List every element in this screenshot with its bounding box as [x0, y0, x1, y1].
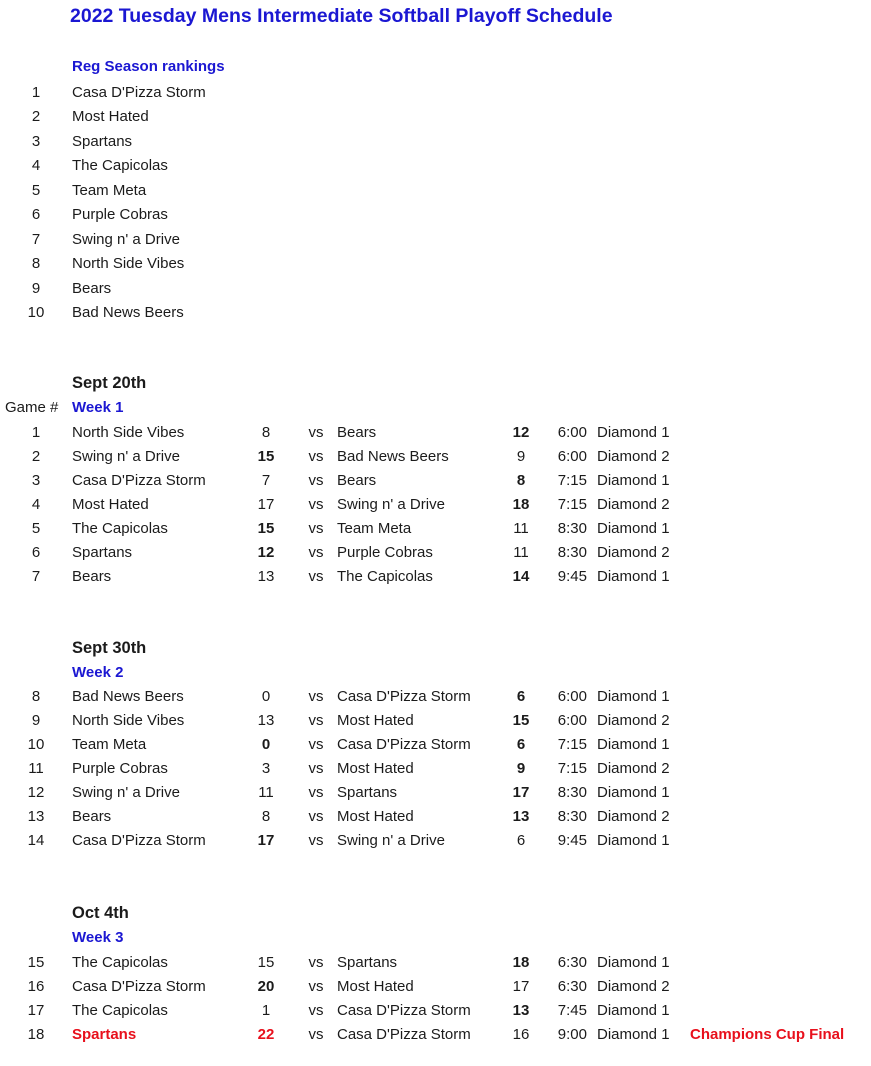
home-team: The Capicolas: [72, 1002, 168, 1019]
home-team: Spartans: [72, 1026, 137, 1043]
game-time: 6:30: [557, 978, 587, 995]
game-time: 7:15: [557, 760, 587, 777]
home-team: Swing n' a Drive: [72, 448, 180, 465]
rank-number: 7: [31, 230, 41, 248]
game-row: [0, 445, 871, 469]
game-row: [0, 733, 871, 757]
home-score: 20: [257, 978, 275, 995]
away-score: 11: [513, 520, 529, 537]
diamond-label: Diamond 1: [597, 520, 670, 537]
away-team: The Capicolas: [337, 568, 433, 585]
rank-team-name: Bears: [72, 279, 112, 297]
week1-label: Week 1: [72, 399, 124, 416]
away-team: Bears: [337, 424, 377, 441]
home-score: 13: [257, 568, 275, 585]
game-number: 18: [27, 1026, 45, 1043]
week3-games: [0, 951, 871, 1047]
vs-label: vs: [308, 424, 324, 441]
diamond-label: Diamond 2: [597, 496, 670, 513]
away-score: 15: [512, 712, 530, 729]
home-team: Most Hated: [72, 496, 149, 513]
home-team: Bears: [72, 568, 112, 585]
home-team: The Capicolas: [72, 520, 168, 537]
away-team: Spartans: [337, 954, 398, 971]
game-row: [0, 757, 871, 781]
vs-label: vs: [308, 448, 324, 465]
game-number: 13: [27, 808, 45, 825]
home-score: 8: [261, 424, 271, 441]
rank-team-name: Casa D'Pizza Storm: [72, 84, 206, 101]
diamond-label: Diamond 1: [597, 736, 670, 753]
home-team: Bad News Beers: [72, 688, 184, 705]
game-row: [0, 999, 871, 1023]
game-time: 6:00: [557, 712, 587, 729]
ranking-row: [0, 81, 871, 105]
away-team: Purple Cobras: [337, 544, 433, 561]
game-row: [0, 517, 871, 541]
game-number: 4: [31, 496, 41, 513]
game-row: [0, 709, 871, 733]
diamond-label: Diamond 1: [597, 784, 670, 801]
vs-label: vs: [308, 568, 324, 585]
week2-date-header: Sept 30th: [72, 639, 147, 657]
home-team: Bears: [72, 808, 112, 825]
away-score: 13: [512, 1002, 530, 1019]
game-number: 2: [31, 448, 41, 465]
game-row: [0, 541, 871, 565]
away-score: 6: [516, 832, 526, 849]
home-score: 0: [261, 736, 271, 753]
diamond-label: Diamond 1: [597, 1026, 670, 1043]
ranking-row: [0, 301, 871, 325]
rankings-list: [0, 81, 871, 325]
away-team: Casa D'Pizza Storm: [337, 736, 471, 753]
rank-number: 1: [31, 84, 41, 101]
week3-header-row: [0, 926, 871, 950]
rank-team-name: Spartans: [72, 132, 133, 150]
game-time: 9:00: [557, 1026, 587, 1043]
ranking-row: [0, 277, 871, 301]
diamond-label: Diamond 2: [597, 712, 670, 729]
home-team: Team Meta: [72, 736, 147, 753]
away-team: Bad News Beers: [337, 448, 449, 465]
week2-header-row: [0, 661, 871, 685]
week3-label: Week 3: [72, 929, 124, 946]
home-score: 17: [257, 832, 275, 849]
ranking-row: [0, 252, 871, 276]
away-score: 17: [512, 784, 530, 801]
vs-label: vs: [308, 544, 324, 561]
home-team: North Side Vibes: [72, 712, 185, 729]
game-time: 6:00: [557, 688, 587, 705]
game-time: 8:30: [557, 544, 587, 561]
rank-team-name: Most Hated: [72, 108, 149, 126]
week2-label: Week 2: [72, 664, 124, 681]
vs-label: vs: [308, 784, 324, 801]
game-time: 7:15: [557, 496, 587, 513]
rank-number: 2: [31, 108, 41, 126]
home-score: 22: [257, 1026, 275, 1043]
away-score: 6: [516, 688, 526, 705]
away-score: 17: [512, 978, 530, 995]
vs-label: vs: [308, 954, 324, 971]
game-time: 7:15: [557, 472, 587, 489]
home-team: Spartans: [72, 544, 133, 561]
away-team: Team Meta: [337, 520, 412, 537]
game-number: 1: [31, 424, 41, 441]
game-note: Champions Cup Final: [690, 1026, 845, 1043]
away-team: Swing n' a Drive: [337, 832, 445, 849]
home-score: 15: [257, 520, 275, 537]
home-score: 13: [257, 712, 275, 729]
game-time: 7:45: [557, 1002, 587, 1019]
vs-label: vs: [308, 760, 324, 777]
rank-team-name: Swing n' a Drive: [72, 230, 180, 248]
game-number: 5: [31, 520, 41, 537]
game-row: [0, 781, 871, 805]
ranking-row: [0, 154, 871, 178]
game-row: [0, 565, 871, 589]
vs-label: vs: [308, 712, 324, 729]
game-row: [0, 975, 871, 999]
rank-team-name: Purple Cobras: [72, 206, 168, 224]
vs-label: vs: [308, 496, 324, 513]
vs-label: vs: [308, 832, 324, 849]
vs-label: vs: [308, 1002, 324, 1019]
vs-label: vs: [308, 978, 324, 995]
game-number: 12: [27, 784, 45, 801]
away-team: Bears: [337, 472, 377, 489]
game-number: 8: [31, 688, 41, 705]
diamond-label: Diamond 1: [597, 472, 670, 489]
rank-number: 9: [31, 279, 41, 297]
game-time: 6:00: [557, 424, 587, 441]
home-team: Casa D'Pizza Storm: [72, 472, 206, 489]
vs-label: vs: [308, 520, 324, 537]
away-team: Casa D'Pizza Storm: [337, 688, 471, 705]
rank-team-name: North Side Vibes: [72, 255, 185, 273]
diamond-label: Diamond 2: [597, 544, 670, 561]
home-team: Swing n' a Drive: [72, 784, 180, 801]
home-score: 17: [257, 496, 275, 513]
game-number-column-label: Game #: [5, 399, 59, 416]
home-team: Purple Cobras: [72, 760, 168, 777]
week2-games: [0, 685, 871, 853]
away-score: 16: [512, 1026, 530, 1043]
page-title: 2022 Tuesday Mens Intermediate Softball Playoff Schedule: [70, 5, 613, 27]
away-score: 18: [512, 954, 530, 971]
diamond-label: Diamond 1: [597, 954, 670, 971]
away-score: 13: [512, 808, 530, 825]
game-row: [0, 469, 871, 493]
game-row: [0, 951, 871, 975]
game-row: [0, 685, 871, 709]
rank-team-name: The Capicolas: [72, 157, 168, 175]
vs-label: vs: [308, 472, 324, 489]
game-time: 9:45: [557, 568, 587, 585]
diamond-label: Diamond 2: [597, 978, 670, 995]
away-score: 12: [512, 424, 530, 441]
game-number: 16: [27, 978, 45, 995]
rank-number: 3: [31, 132, 41, 150]
diamond-label: Diamond 1: [597, 568, 670, 585]
diamond-label: Diamond 1: [597, 832, 670, 849]
away-team: Casa D'Pizza Storm: [337, 1026, 471, 1043]
game-number: 15: [27, 954, 45, 971]
diamond-label: Diamond 2: [597, 808, 670, 825]
game-number: 9: [31, 712, 41, 729]
away-team: Swing n' a Drive: [337, 496, 445, 513]
home-score: 11: [258, 784, 274, 801]
away-score: 9: [516, 448, 526, 465]
rank-number: 4: [31, 157, 41, 175]
diamond-label: Diamond 1: [597, 688, 670, 705]
diamond-label: Diamond 2: [597, 448, 670, 465]
home-team: North Side Vibes: [72, 424, 185, 441]
vs-label: vs: [308, 1026, 324, 1043]
vs-label: vs: [308, 688, 324, 705]
ranking-row: [0, 203, 871, 227]
rank-number: 6: [31, 206, 41, 224]
game-time: 7:15: [557, 736, 587, 753]
game-number: 3: [31, 472, 41, 489]
game-time: 6:00: [557, 448, 587, 465]
game-time: 8:30: [557, 808, 587, 825]
home-score: 7: [261, 472, 271, 489]
home-team: The Capicolas: [72, 954, 168, 971]
game-row: [0, 805, 871, 829]
home-score: 8: [261, 808, 271, 825]
rank-team-name: Team Meta: [72, 181, 147, 199]
ranking-row: [0, 105, 871, 129]
away-score: 11: [513, 544, 529, 561]
away-score: 18: [512, 496, 530, 513]
away-team: Most Hated: [337, 712, 414, 729]
rankings-header: Reg Season rankings: [72, 58, 225, 75]
game-number: 6: [31, 544, 41, 561]
away-score: 9: [516, 760, 526, 777]
diamond-label: Diamond 2: [597, 760, 670, 777]
game-number: 14: [27, 832, 45, 849]
rank-number: 8: [31, 255, 41, 273]
game-row: [0, 1023, 871, 1047]
home-score: 3: [261, 760, 271, 777]
home-team: Casa D'Pizza Storm: [72, 832, 206, 849]
away-team: Most Hated: [337, 808, 414, 825]
home-score: 1: [261, 1002, 271, 1019]
vs-label: vs: [308, 736, 324, 753]
away-score: 8: [516, 472, 526, 489]
game-time: 6:30: [557, 954, 587, 971]
diamond-label: Diamond 1: [597, 424, 670, 441]
game-time: 9:45: [557, 832, 587, 849]
rank-number: 5: [31, 181, 41, 199]
vs-label: vs: [308, 808, 324, 825]
away-score: 14: [512, 568, 530, 585]
game-number: 11: [28, 760, 44, 777]
week1-header-row: [0, 396, 871, 420]
home-score: 15: [257, 448, 275, 465]
week1-games: [0, 421, 871, 589]
away-team: Spartans: [337, 784, 398, 801]
game-time: 8:30: [557, 784, 587, 801]
away-score: 6: [516, 736, 526, 753]
game-row: [0, 421, 871, 445]
home-score: 12: [257, 544, 275, 561]
game-number: 7: [31, 568, 41, 585]
ranking-row: [0, 179, 871, 203]
rank-team-name: Bad News Beers: [72, 303, 184, 321]
game-time: 8:30: [557, 520, 587, 537]
game-row: [0, 493, 871, 517]
home-score: 15: [257, 954, 275, 971]
ranking-row: [0, 228, 871, 252]
week1-date-header: Sept 20th: [72, 374, 147, 392]
home-score: 0: [261, 688, 271, 705]
away-team: Casa D'Pizza Storm: [337, 1002, 471, 1019]
game-number: 17: [27, 1002, 45, 1019]
ranking-row: [0, 130, 871, 154]
away-team: Most Hated: [337, 978, 414, 995]
diamond-label: Diamond 1: [597, 1002, 670, 1019]
week3-date-header: Oct 4th: [72, 904, 129, 922]
rank-number: 10: [27, 303, 45, 321]
away-team: Most Hated: [337, 760, 414, 777]
game-number: 10: [27, 736, 45, 753]
game-row: [0, 829, 871, 853]
home-team: Casa D'Pizza Storm: [72, 978, 206, 995]
